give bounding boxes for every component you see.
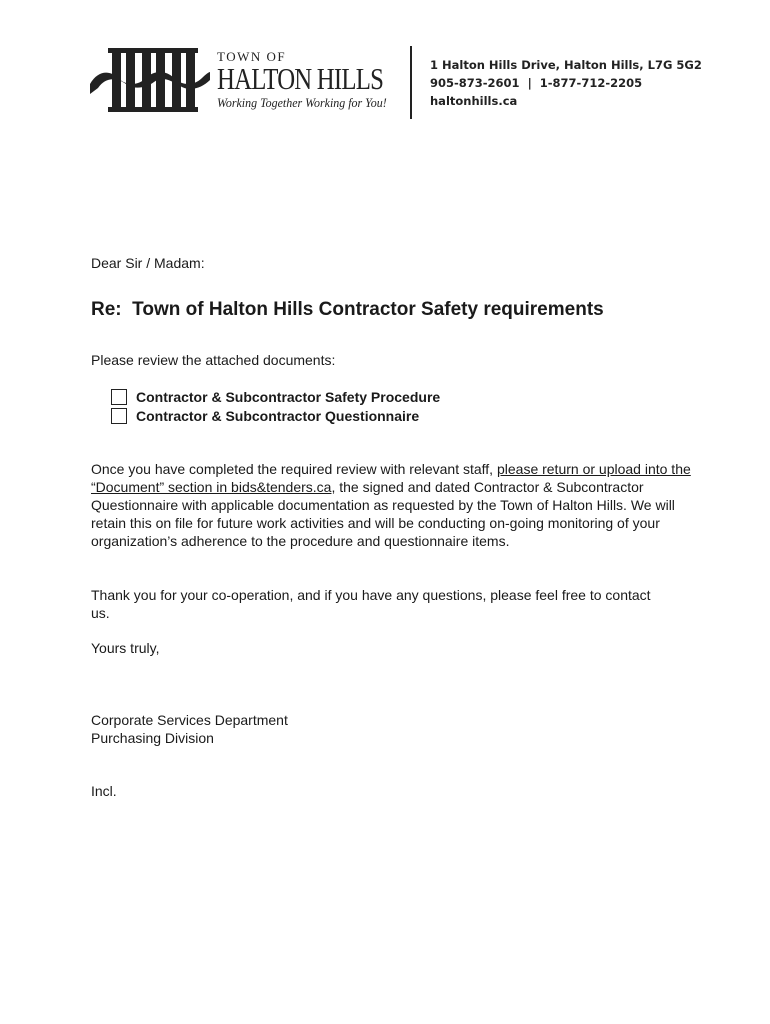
greeting: Dear Sir / Madam: <box>91 255 205 271</box>
attachment-checklist <box>111 388 440 426</box>
checklist-label: Contractor & Subcontractor Questionnaire <box>136 408 420 424</box>
logo-town-of: TOWN OF <box>217 49 287 64</box>
address: 1 Halton Hills Drive, Halton Hills, L7G 5G2 <box>430 58 702 72</box>
letterhead-divider <box>410 46 412 119</box>
website: haltonhills.ca <box>430 94 518 108</box>
signature-block <box>91 711 691 747</box>
instructions-paragraph <box>91 460 691 550</box>
para1-start: Once you have completed the required review with relevant staff, <box>91 461 497 477</box>
logo-tagline: Working Together Working for You! <box>217 95 387 110</box>
contact-block <box>430 56 702 110</box>
logo-wordmark <box>217 50 425 111</box>
checklist-item <box>111 388 440 406</box>
enclosure-note: Incl. <box>91 783 117 799</box>
checklist-label: Contractor & Subcontractor Safety Procedure <box>136 389 441 405</box>
letterhead <box>90 44 702 124</box>
para1-underlined: please return or upload into the “Document” section in bids&tenders.ca <box>91 461 691 495</box>
intro-text: Please review the attached documents: <box>91 352 336 368</box>
para1-end: , the signed and dated Contractor & Subcontractor Questionnaire with applicable documentation as requested by the Town of Halton Hills. We will retain this on file for future work activities and will be conducting on-going monitoring of your organization’s adherence to the procedure and questionnaire items. <box>91 479 675 549</box>
division-name: Purchasing Division <box>91 730 214 746</box>
thanks-paragraph: Thank you for your co-operation, and if you have any questions, please feel free to contact us. <box>91 587 651 621</box>
phone: 905-873-2601 | 1-877-712-2205 <box>430 76 643 90</box>
department-name: Corporate Services Department <box>91 712 288 728</box>
checkbox-icon[interactable] <box>111 389 127 405</box>
subject-line: Re: Town of Halton Hills Contractor Safety requirements <box>91 299 604 320</box>
halton-hills-logo-icon <box>90 48 210 112</box>
checkbox-icon[interactable] <box>111 408 127 424</box>
closing: Yours truly, <box>91 640 160 656</box>
logo-name: HALTON HILLS <box>217 61 384 96</box>
checklist-item <box>111 407 440 425</box>
